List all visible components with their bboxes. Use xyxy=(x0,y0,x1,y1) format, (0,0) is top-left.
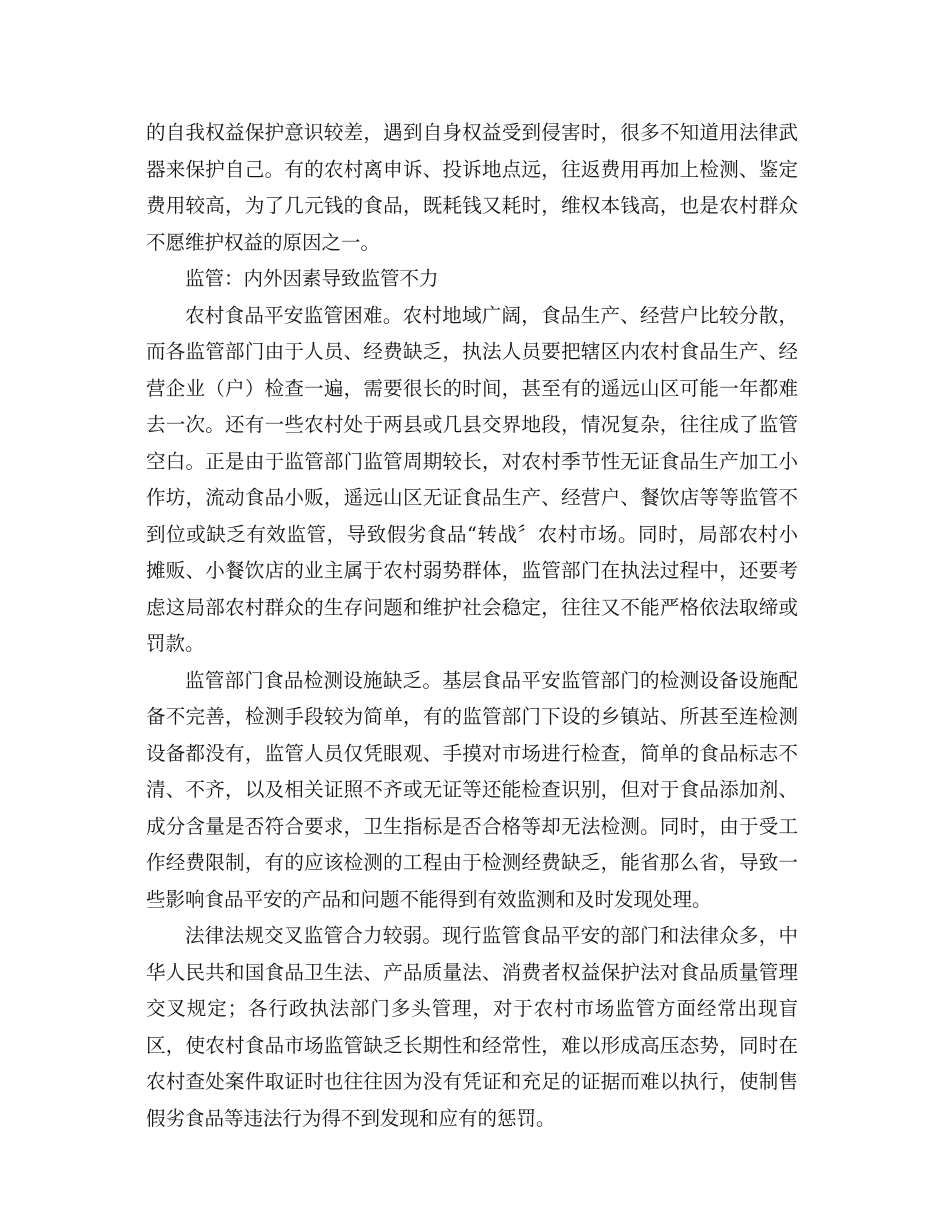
paragraph-laws-cross-supervision: 法律法规交叉监管合力较弱。现行监管食品平安的部门和法律众多，中华人民共和国食品卫生法、产品质量法、消费者权益保护法对食品质量管理交叉规定；各行政执法部门多头管理，对于农村市场监管方面经常出现盲区，使农村食品市场监管缺乏长期性和经常性，难以形成高压态势，同时在农村查处案件取证时也往往因为没有凭证和充足的证据而难以执行，使制售假劣食品等违法行为得不到发现和应有的惩罚。 xyxy=(146,924,798,1130)
document-page xyxy=(146,115,798,1137)
section-heading-supervision: 监管：内外因素导致监管不力 xyxy=(185,267,439,290)
paragraph-testing-facilities-lacking: 监管部门食品检测设施缺乏。基层食品平安监管部门的检测设备设施配备不完善，检测手段较为简单，有的监管部门下设的乡镇站、所甚至连检测设备都没有，监管人员仅凭眼观、手摸对市场进行检查，简单的食品标志不清、不齐，以及相关证照不齐或无证等还能检查识别，但对于食品添加剂、成分含量是否符合要求，卫生指标是否合格等却无法检测。同时，由于受工作经费限制，有的应该检测的工程由于检测经费缺乏，能省那么省，导致一些影响食品平安的产品和问题不能得到有效监测和及时发现处理。 xyxy=(146,668,798,911)
paragraph-continuation: 的自我权益保护意识较差，遇到自身权益受到侵害时，很多不知道用法律武器来保护自己。有的农村离申诉、投诉地点远，往返费用再加上检测、鉴定费用较高，为了几元钱的食品，既耗钱又耗时，维权本钱高，也是农村群众不愿维护权益的原因之一。 xyxy=(146,121,798,254)
paragraph-rural-supervision-difficulty: 农村食品平安监管困难。农村地域广阔，食品生产、经营户比较分散，而各监管部门由于人员、经费缺乏，执法人员要把辖区内农村食品生产、经营企业（户）检查一遍，需要很长的时间，甚至有的遥远山区可能一年都难去一次。还有一些农村处于两县或几县交界地段，情况复杂，往往成了监管空白。正是由于监管部门监管周期较长，对农村季节性无证食品生产加工小作坊，流动食品小贩，遥远山区无证食品生产、经营户、餐饮店等等监管不到位或缺乏有效监管，导致假劣食品“转战〞农村市场。同时，局部农村小摊贩、小餐饮店的业主属于农村弱势群体，监管部门在执法过程中，还要考虑这局部农村群众的生存问题和维护社会稳定，往往又不能严格依法取缔或罚款。 xyxy=(146,303,798,655)
